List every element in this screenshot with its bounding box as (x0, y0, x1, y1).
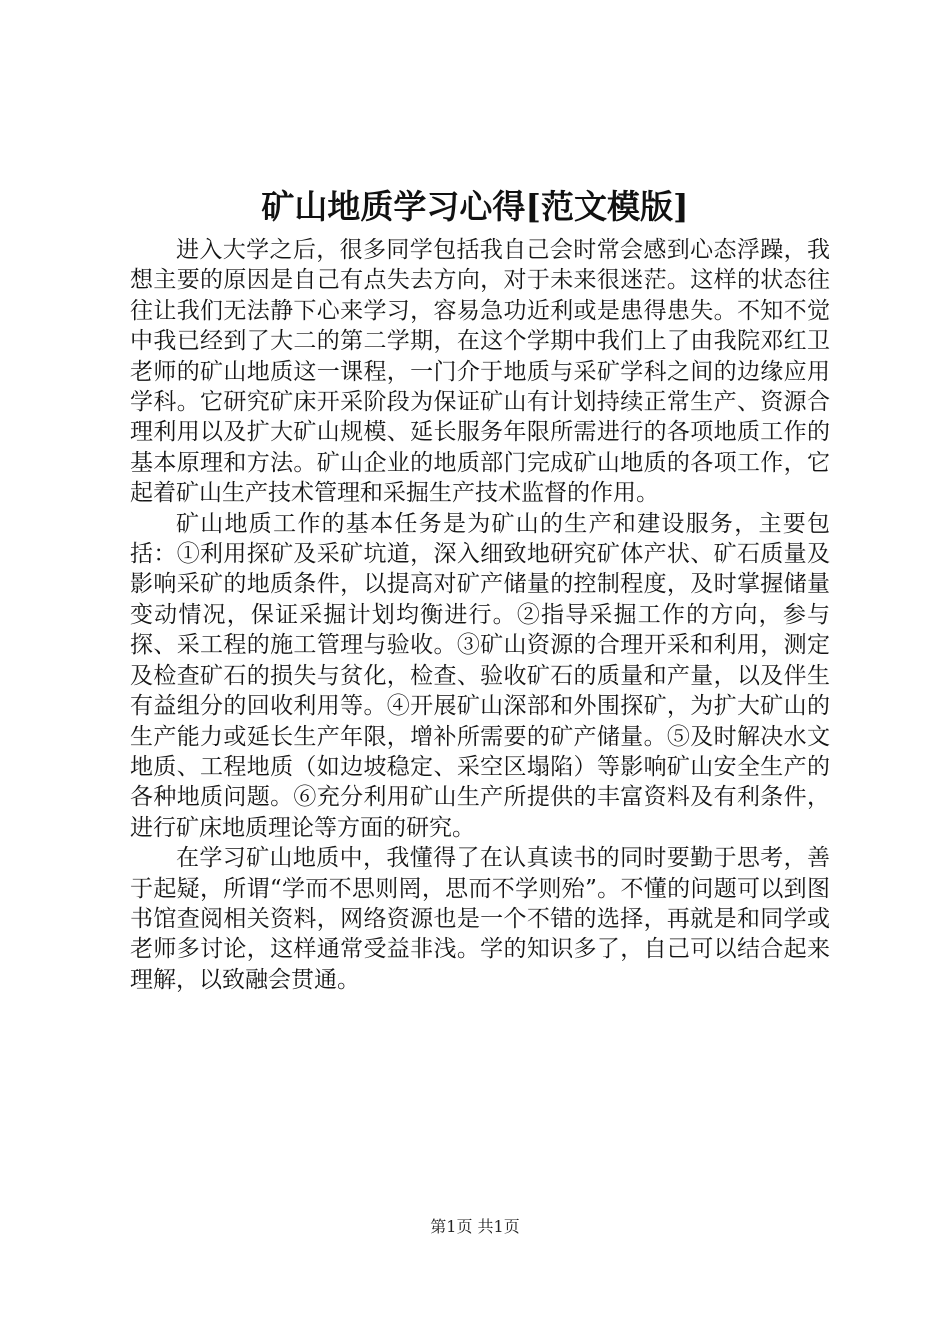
paragraph-2: 矿山地质工作的基本任务是为矿山的生产和建设服务，主要包括：①利用探矿及采矿坑道，深入细致地研究矿体产状、矿石质量及影响采矿的地质条件，以提高对矿产储量的控制程度，及时掌握储量变动情况，保证采掘计划均衡进行。②指导采掘工作的方向，参与探、采工程的施工管理与验收。③矿山资源的合理开采和利用，测定及检查矿石的损失与贫化，检查、验收矿石的质量和产量，以及伴生有益组分的回收利用等。④开展矿山深部和外围探矿，为扩大矿山的生产能力或延长生产年限，增补所需要的矿产储量。⑤及时解决水文地质、工程地质（如边坡稳定、采空区塌陷）等影响矿山安全生产的各种地质问题。⑥充分利用矿山生产所提供的丰富资料及有利条件，进行矿床地质理论等方面的研究。 (130, 510, 830, 841)
page-footer: 第1页 共1页 (430, 1217, 520, 1236)
document-body (130, 235, 830, 995)
paragraph-3: 在学习矿山地质中，我懂得了在认真读书的同时要勤于思考，善于起疑，所谓“学而不思则罔，思而不学则殆”。不懂的问题可以到图书馆查阅相关资料，网络资源也是一个不错的选择，再就是和同学或老师多讨论，这样通常受益非浅。学的知识多了，自己可以结合起来理解，以致融会贯通。 (130, 845, 830, 993)
paragraph-1: 进入大学之后，很多同学包括我自己会时常会感到心态浮躁，我想主要的原因是自己有点失去方向，对于未来很迷茫。这样的状态往往让我们无法静下心来学习，容易急功近利或是患得患失。不知不觉中我已经到了大二的第二学期，在这个学期中我们上了由我院邓红卫老师的矿山地质这一课程，一门介于地质与采矿学科之间的边缘应用学科。它研究矿床开采阶段为保证矿山有计划持续正常生产、资源合理利用以及扩大矿山规模、延长服务年限所需进行的各项地质工作的基本原理和方法。矿山企业的地质部门完成矿山地质的各项工作，它起着矿山生产技术管理和采掘生产技术监督的作用。 (130, 237, 830, 507)
document-title: 矿山地质学习心得[范文模版] (261, 187, 689, 226)
